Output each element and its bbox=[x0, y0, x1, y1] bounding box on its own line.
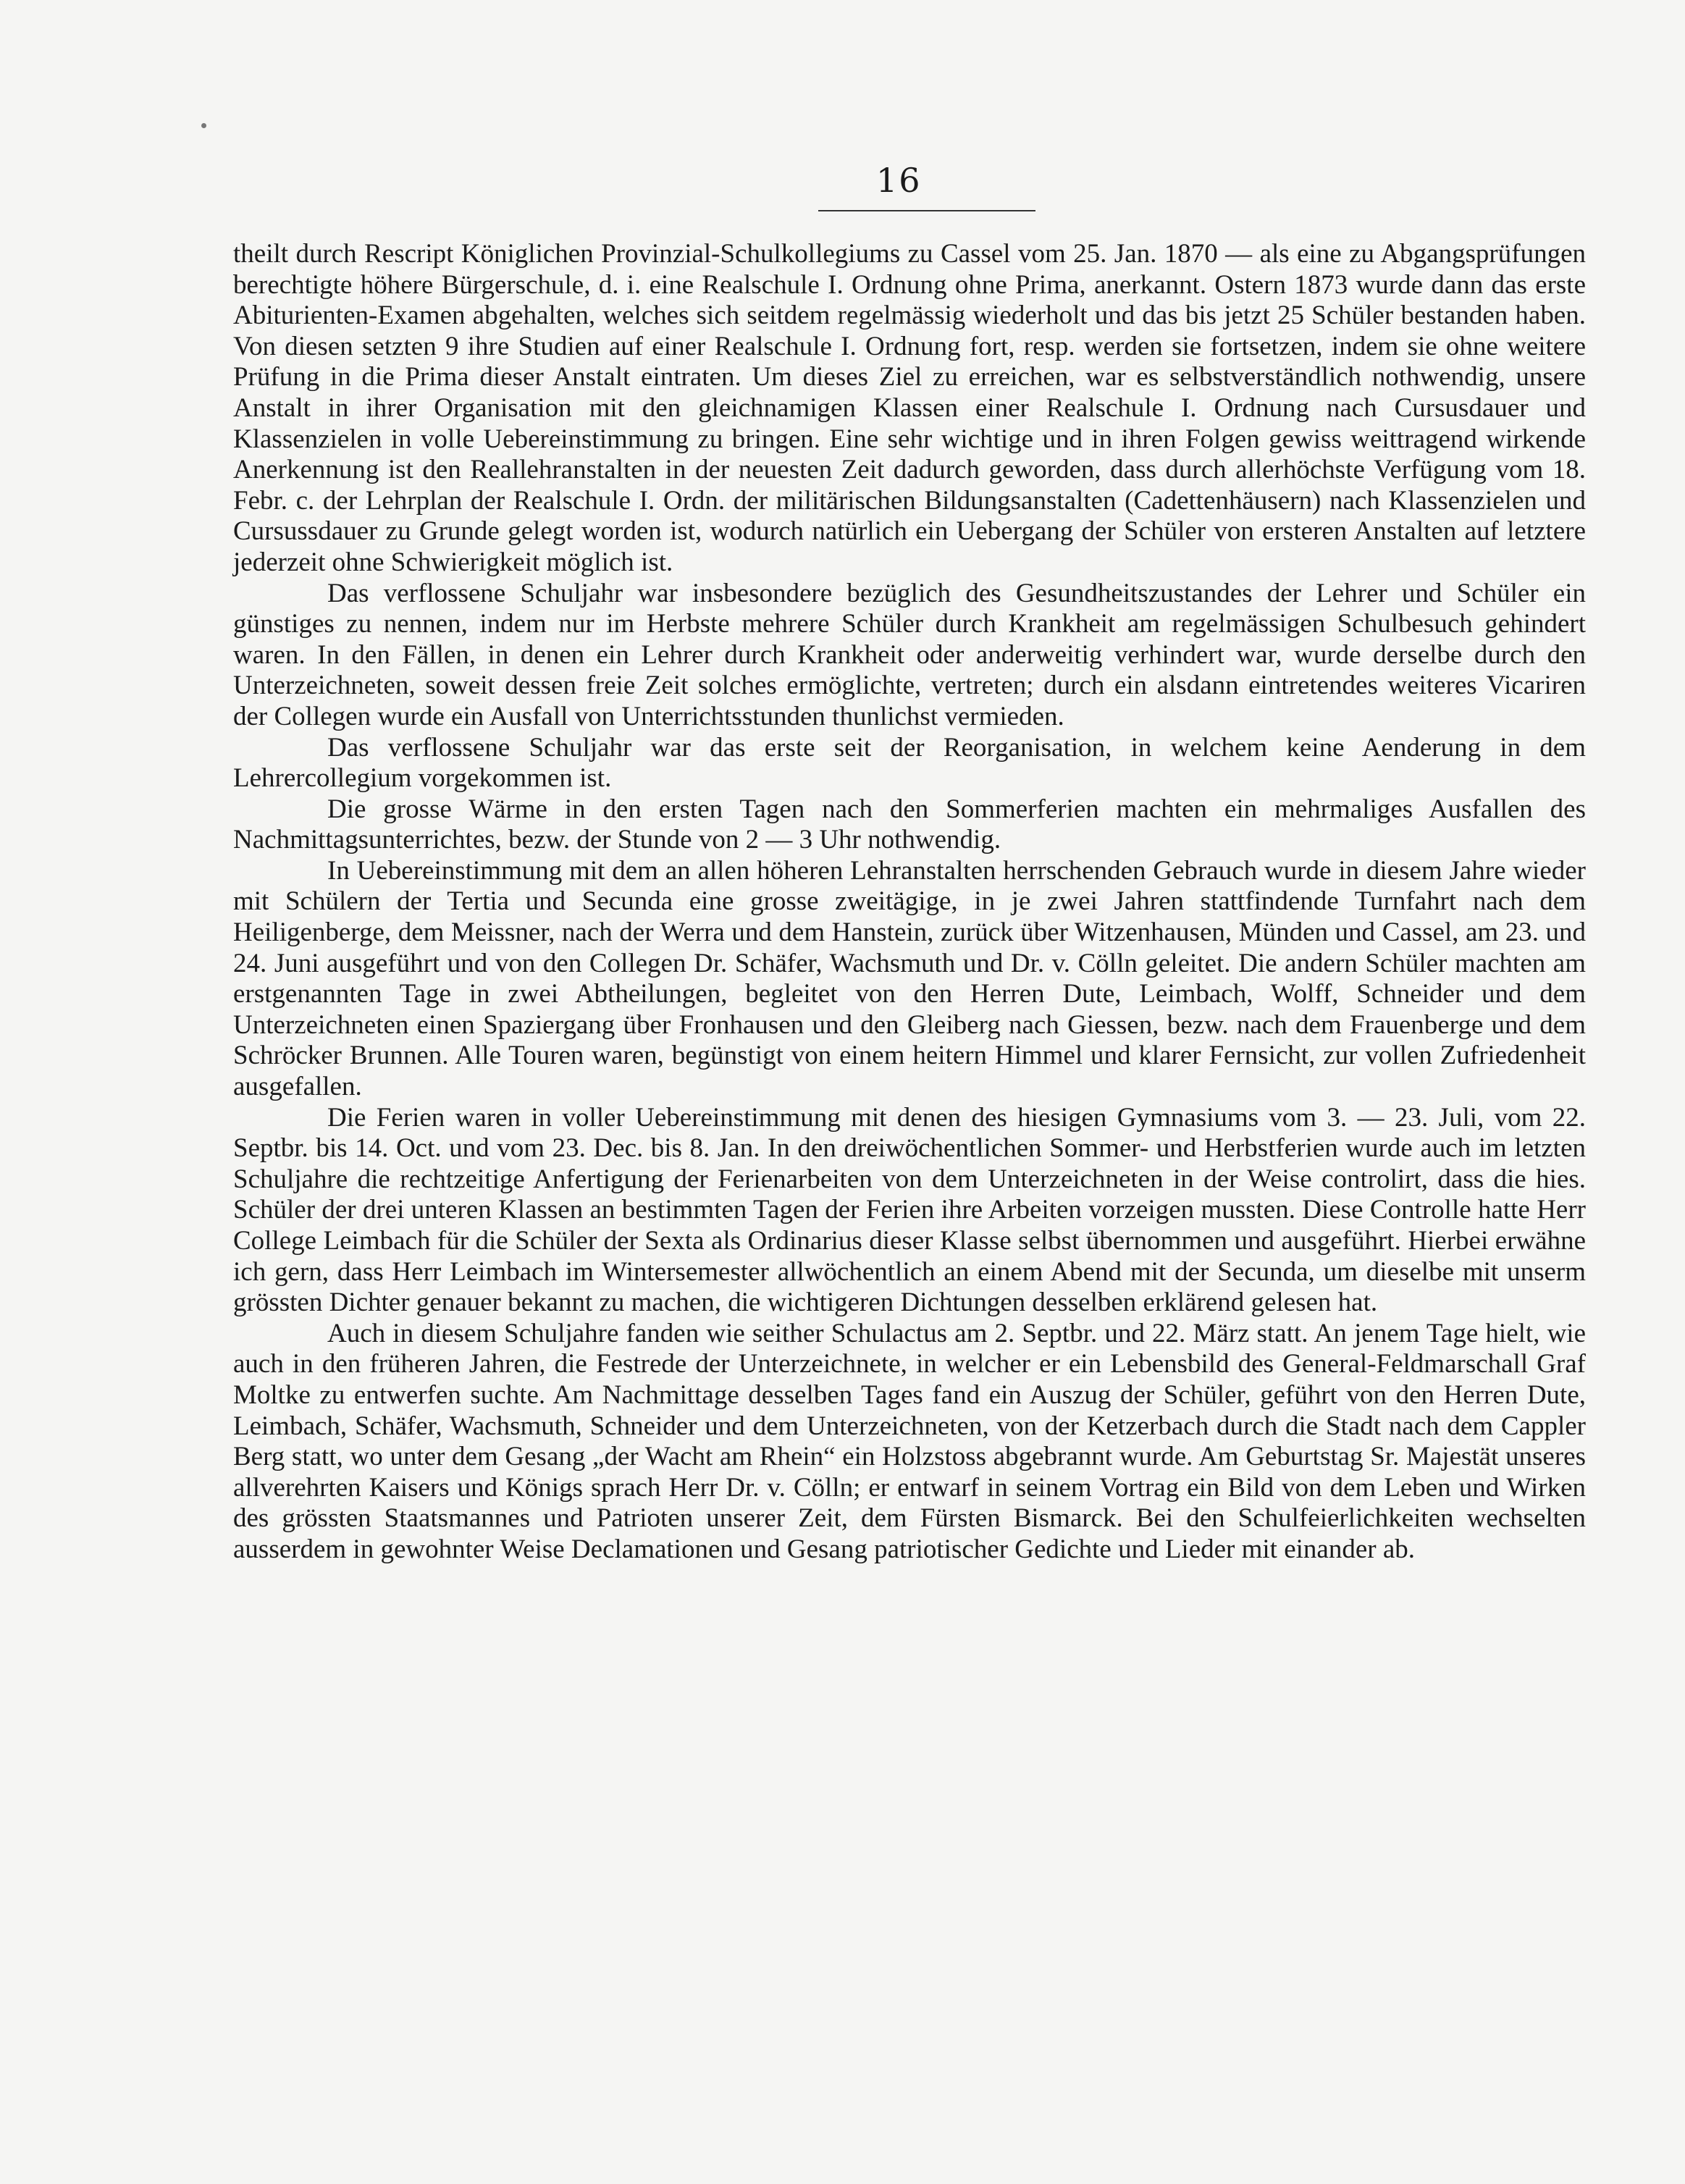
page-number: 16 bbox=[876, 161, 922, 200]
paragraph-7: Auch in diesem Schuljahre fanden wie seither Schulactus am 2. Septbr. und 22. März statt. An jenem Tage hielt, wie auch in den früheren Jahren, die Festrede der Unterzeichnete, in welcher er ein Lebensbild des General-Feldmarschall Graf Moltke zu entwerfen suchte. Am Nachmittage desselben Tages fand ein Auszug der Schüler, geführt von den Herren Dute, Leimbach, Schäfer, Wachsmuth, Schneider und dem Unterzeichneten, von der Ketzerbach durch die Stadt nach dem Cappler Berg statt, wo unter dem Gesang „der Wacht am Rhein“ ein Holzstoss abgebrannt wurde. Am Geburtstag Sr. Majestät unseres allverehrten Kaisers und Königs sprach Herr Dr. v. Cölln; er entwarf in seinem Vortrag ein Bild von dem Leben und Wirken des grössten Staatsmannes und Patrioten unserer Zeit, dem Fürsten Bismarck. Bei den Schulfeierlichkeiten wechselten ausserdem in gewohnter Weise Declamationen und Gesang patriotischer Gedichte und Lieder mit einander ab. bbox=[233, 1318, 1586, 1564]
paragraph-6: Die Ferien waren in voller Uebereinstimmung mit denen des hiesigen Gymnasiums vom 3. — 23. Juli, vom 22. Septbr. bis 14. Oct. und vom 23. Dec. bis 8. Jan. In den dreiwöchentlichen Sommer- und Herbstferien wurde auch im letzten Schuljahre die rechtzeitige Anfertigung der Ferienarbeiten von dem Unterzeichneten in der Weise controlirt, dass die hies. Schüler der drei unteren Klassen an bestimmten Tagen der Ferien ihre Arbeiten vorzeigen mussten. Diese Controlle hatte Herr College Leimbach für die Schüler der Sexta als Ordinarius dieser Klasse selbst übernommen und ausgeführt. Hierbei erwähne ich gern, dass Herr Leimbach im Wintersemester allwöchentlich an einem Abend mit der Secunda, um dieselbe mit unserm grössten Dichter genauer bekannt zu machen, die wichtigeren Dichtungen desselben erklärend gelesen hat. bbox=[233, 1102, 1586, 1318]
paragraph-1: theilt durch Rescript Königlichen Provinzial-Schulkollegiums zu Cassel vom 25. Jan. 1870 — als eine zu Abgangsprüfungen berechtigte höhere Bürgerschule, d. i. eine Realschule I. Ordnung ohne Prima, anerkannt. Ostern 1873 wurde dann das erste Abiturienten-Examen abgehalten, welches sich seitdem regelmässig wiederholt und das bis jetzt 25 Schüler bestanden haben. Von diesen setzten 9 ihre Studien auf einer Realschule I. Ordnung fort, resp. werden sie fortsetzen, indem sie ohne weitere Prüfung in die Prima dieser Anstalt eintraten. Um dieses Ziel zu erreichen, war es selbstverständlich nothwendig, unsere Anstalt in ihrer Organisation mit den gleichnamigen Klassen einer Realschule I. Ordnung nach Cursusdauer und Klassenzielen in volle Uebereinstimmung zu bringen. Eine sehr wichtige und in ihren Folgen gewiss weittragend wirkende Anerkennung ist den Reallehranstalten in der neuesten Zeit dadurch geworden, dass durch allerhöchste Verfügung vom 18. Febr. c. der Lehrplan der Realschule I. Ordn. der militärischen Bildungsanstalten (Cadettenhäusern) nach Klassenzielen und Cursussdauer zu Grunde gelegt worden ist, wodurch natürlich ein Uebergang der Schüler von ersteren Anstalten auf letztere jederzeit ohne Schwierigkeit möglich ist. bbox=[233, 239, 1586, 577]
header-rule bbox=[818, 210, 1035, 211]
paragraph-5: In Uebereinstimmung mit dem an allen höheren Lehranstalten herrschenden Gebrauch wurde in diesem Jahre wieder mit Schülern der Tertia und Secunda eine grosse zweitägige, in je zwei Jahren stattfindende Turnfahrt nach dem Heiligenberge, dem Meissner, nach der Werra und dem Hanstein, zurück über Witzenhausen, Münden und Cassel, am 23. und 24. Juni ausgeführt und von den Collegen Dr. Schäfer, Wachsmuth und Dr. v. Cölln geleitet. Die andern Schüler machten am erstgenannten Tage in zwei Abtheilungen, begleitet von den Herren Dute, Leimbach, Wolff, Schneider und dem Unterzeichneten einen Spaziergang über Fronhausen und den Gleiberg nach Giessen, bezw. nach dem Frauenberge und dem Schröcker Brunnen. Alle Touren waren, begünstigt von einem heitern Himmel und klarer Fernsicht, zur vollen Zufriedenheit ausgefallen. bbox=[233, 855, 1586, 1102]
ink-speck bbox=[201, 123, 206, 128]
body-text bbox=[233, 239, 1586, 1566]
paragraph-3: Das verflossene Schuljahr war das erste seit der Reorganisation, in welchem keine Aenderung in dem Lehrercollegium vorgekommen ist. bbox=[233, 732, 1586, 794]
paragraph-2: Das verflossene Schuljahr war insbesondere bezüglich des Gesundheitszustandes der Lehrer und Schüler ein günstiges zu nennen, indem nur im Herbste mehrere Schüler durch Krankheit am regelmässigen Schulbesuch gehindert waren. In den Fällen, in denen ein Lehrer durch Krankheit oder anderweitig verhindert war, wurde derselbe durch den Unterzeichneten, soweit dessen freie Zeit solches ermöglichte, vertreten; durch ein alsdann eintretendes weiteres Vicariren der Collegen wurde ein Ausfall von Unterrichtsstunden thunlichst vermieden. bbox=[233, 578, 1586, 731]
paragraph-4: Die grosse Wärme in den ersten Tagen nach den Sommerferien machten ein mehrmaliges Ausfallen des Nachmittagsunterrichtes, bezw. der Stunde von 2 — 3 Uhr nothwendig. bbox=[233, 794, 1586, 855]
